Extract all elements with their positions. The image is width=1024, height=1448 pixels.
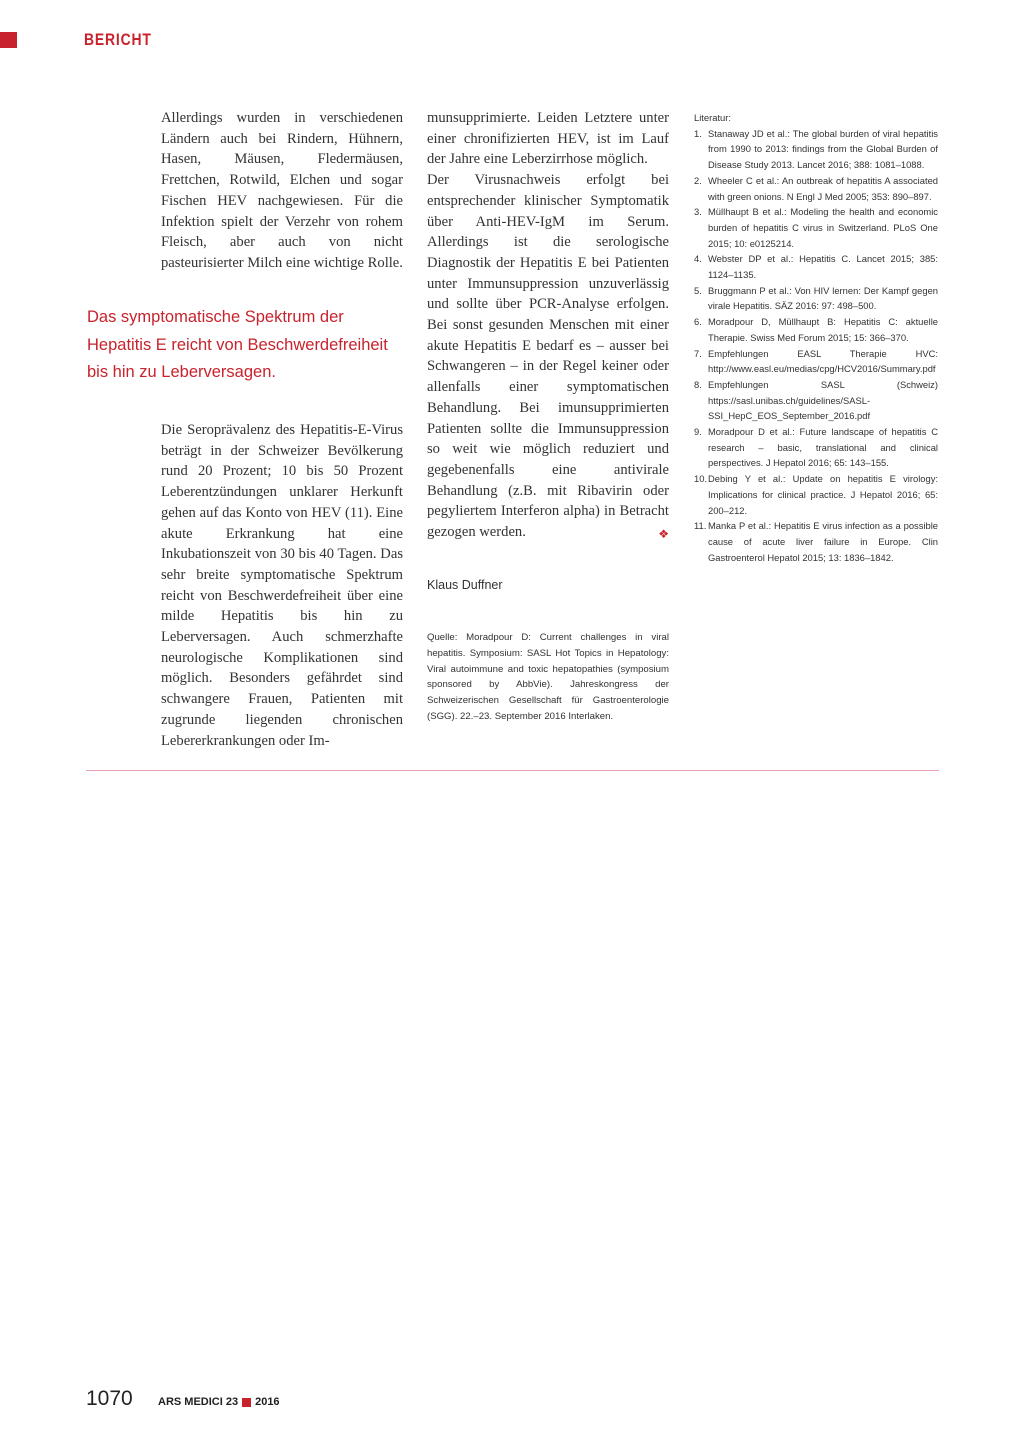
literature-item [694, 251, 938, 282]
literature-number: 1. [694, 127, 702, 139]
column-1-bottom [161, 420, 403, 751]
literature-list [694, 110, 938, 565]
literature-number: 10. [694, 473, 708, 485]
literature-reference: Empfehlungen SASL (Schweiz) https://sasl.unibas.ch/guidelines/SASL-SSI_HepC_EOS_September_2016.pdf [708, 378, 938, 422]
column-2 [427, 108, 669, 545]
subheading: Das symptomatische Spektrum der Hepatitis E reicht von Beschwerdefreiheit bis hin zu Leberversagen. [87, 308, 388, 381]
section-marker [0, 32, 17, 48]
literature-number: 7. [694, 347, 702, 359]
section-label: BERICHT [84, 30, 152, 49]
literature-number: 5. [694, 284, 702, 296]
literature-number: 9. [694, 426, 702, 438]
journal-footer [158, 1396, 280, 1408]
literature-reference: Empfehlungen EASL Therapie HVC: http://www.easl.eu/medias/cpg/HCV2016/Summary.pdf [708, 347, 938, 375]
literature-reference: Webster DP et al.: Hepatitis C. Lancet 2015; 385: 1124–1135. [708, 253, 938, 281]
literature-reference: Manka P et al.: Hepatitis E virus infection as a possible cause of acute liver failure in Europe. Clin Gastroenterol Hepatol 2015; 13: 1836–1842. [708, 520, 938, 563]
literature-item [694, 377, 938, 424]
source-note: Quelle: Moradpour D: Current challenges in viral hepatitis. Symposium: SASL Hot Topics in Hepatology: Viral autoimmune and toxic hepatopathies (symposium sponsored by AbbVie). Jahreskongress der Schweizerischen Gesellschaft für Gastroenterologie (SGG). 22.–23. September 2016 Interlaken. [427, 632, 669, 722]
literature-reference: Moradpour D et al.: Future landscape of hepatitis C research – basic, translational and clinical perspectives. J Hepatol 2016; 65: 143–155. [708, 426, 938, 469]
literature-number: 6. [694, 316, 702, 328]
literature-item [694, 283, 938, 314]
literature-item [694, 424, 938, 471]
literature-reference: Wheeler C et al.: An outbreak of hepatitis A associated with green onions. N Engl J Med 2005; 353: 890–897. [708, 174, 938, 202]
literature-item [694, 204, 938, 251]
body-paragraph-text: Der Virusnachweis erfolgt bei entsprechender klinischer Symptomatik über Anti-HEV-IgM im Serum. Allerdings ist die serologische Diagnostik der Hepatitis E bei Patienten unter Immunsuppression unzuverlässig und sollte über PCR-Analyse erfolgen. Bei sonst gesunden Menschen mit einer akute Hepatitis E bedarf es – ausser bei Schwangeren – in der Regel keiner oder allenfalls einer symptomatischen Behandlung. Bei imunsupprimierten Patienten sollte die Immunsuppression so weit wie möglich reduziert und gegebenenfalls eine antivirale Behandlung (z.B. mit Ribavirin oder pegyliertem Interferon alpha) in Betracht gezogen werden. [427, 172, 669, 541]
author: Klaus Duffner [427, 578, 503, 592]
literature-heading: Literatur: [694, 112, 731, 123]
literature-item [694, 314, 938, 345]
literature-item [694, 126, 938, 173]
literature-item [694, 518, 938, 565]
literature-number: 2. [694, 174, 702, 186]
literature-reference: Bruggmann P et al.: Von HIV lernen: Der Kampf gegen virale Hepatitis. SÄZ 2016: 97: 498–500. [708, 284, 938, 312]
literature-number: 4. [694, 253, 702, 265]
body-paragraph: munsupprimierte. Leiden Letztere unter einer chronifizierten HEV, ist im Lauf der Jahre eine Leberzirrhose möglich. [427, 110, 669, 168]
journal-year: 2016 [255, 1396, 280, 1408]
body-paragraph: Allerdings wurden in verschiedenen Ländern auch bei Rindern, Hühnern, Hasen, Mäusen, Fledermäusen, Frettchen, Rotwild, Elchen und sogar Fischen HEV nachgewiesen. Für die Infektion spielt der Verzehr von rohem Fleisch, aber auch von nicht pasteurisierter Milch eine wichtige Rolle. [161, 110, 403, 271]
column-1-top [161, 108, 403, 274]
body-paragraph [427, 170, 669, 543]
literature-reference: Debing Y et al.: Update on hepatitis E virology: Implications for clinical practice. J Hepatol 2016; 65: 200–212. [708, 473, 938, 516]
literature-reference: Stanaway JD et al.: The global burden of viral hepatitis from 1990 to 2013: findings from the Global Burden of Disease Study 2013. Lancet 2016; 388: 1081–1088. [708, 127, 938, 171]
literature-number: 3. [694, 206, 702, 218]
end-mark-icon: ❖ [658, 527, 669, 542]
literature-number: 8. [694, 378, 702, 390]
literature-number: 11. [694, 520, 707, 532]
footer-square-icon [242, 1398, 251, 1407]
literature-items [694, 126, 938, 566]
page-number: 1070 [86, 1387, 133, 1410]
divider [86, 770, 939, 771]
literature-reference: Müllhaupt B et al.: Modeling the health and economic burden of hepatitis C virus in Switzerland. PLoS One 2015; 10: e0125214. [708, 206, 938, 249]
journal-name: ARS MEDICI 23 [158, 1396, 239, 1408]
literature-reference: Moradpour D, Müllhaupt B: Hepatitis C: aktuelle Therapie. Swiss Med Forum 2015; 15: 366–370. [708, 316, 938, 343]
literature-item [694, 173, 938, 204]
literature-item [694, 346, 938, 377]
literature-item [694, 471, 938, 518]
body-paragraph: Die Seroprävalenz des Hepatitis-E-Virus beträgt in der Schweizer Bevölkerung rund 20 Prozent; 10 bis 50 Prozent Leberentzündungen unklarer Herkunft gehen auf das Konto von HEV (11). Eine akute Erkrankung hat eine Inkubationszeit von 30 bis 40 Tagen. Das sehr breite symptomatische Spektrum reicht von Beschwerdefreiheit über eine milde Hepatitis bis hin zu Leberversagen. Auch schmerzhafte neurologische Komplikationen sind möglich. Besonders gefährdet sind schwangere Frauen, Patienten mit zugrunde liegenden chronischen Lebererkrankungen oder Im- [161, 422, 403, 749]
